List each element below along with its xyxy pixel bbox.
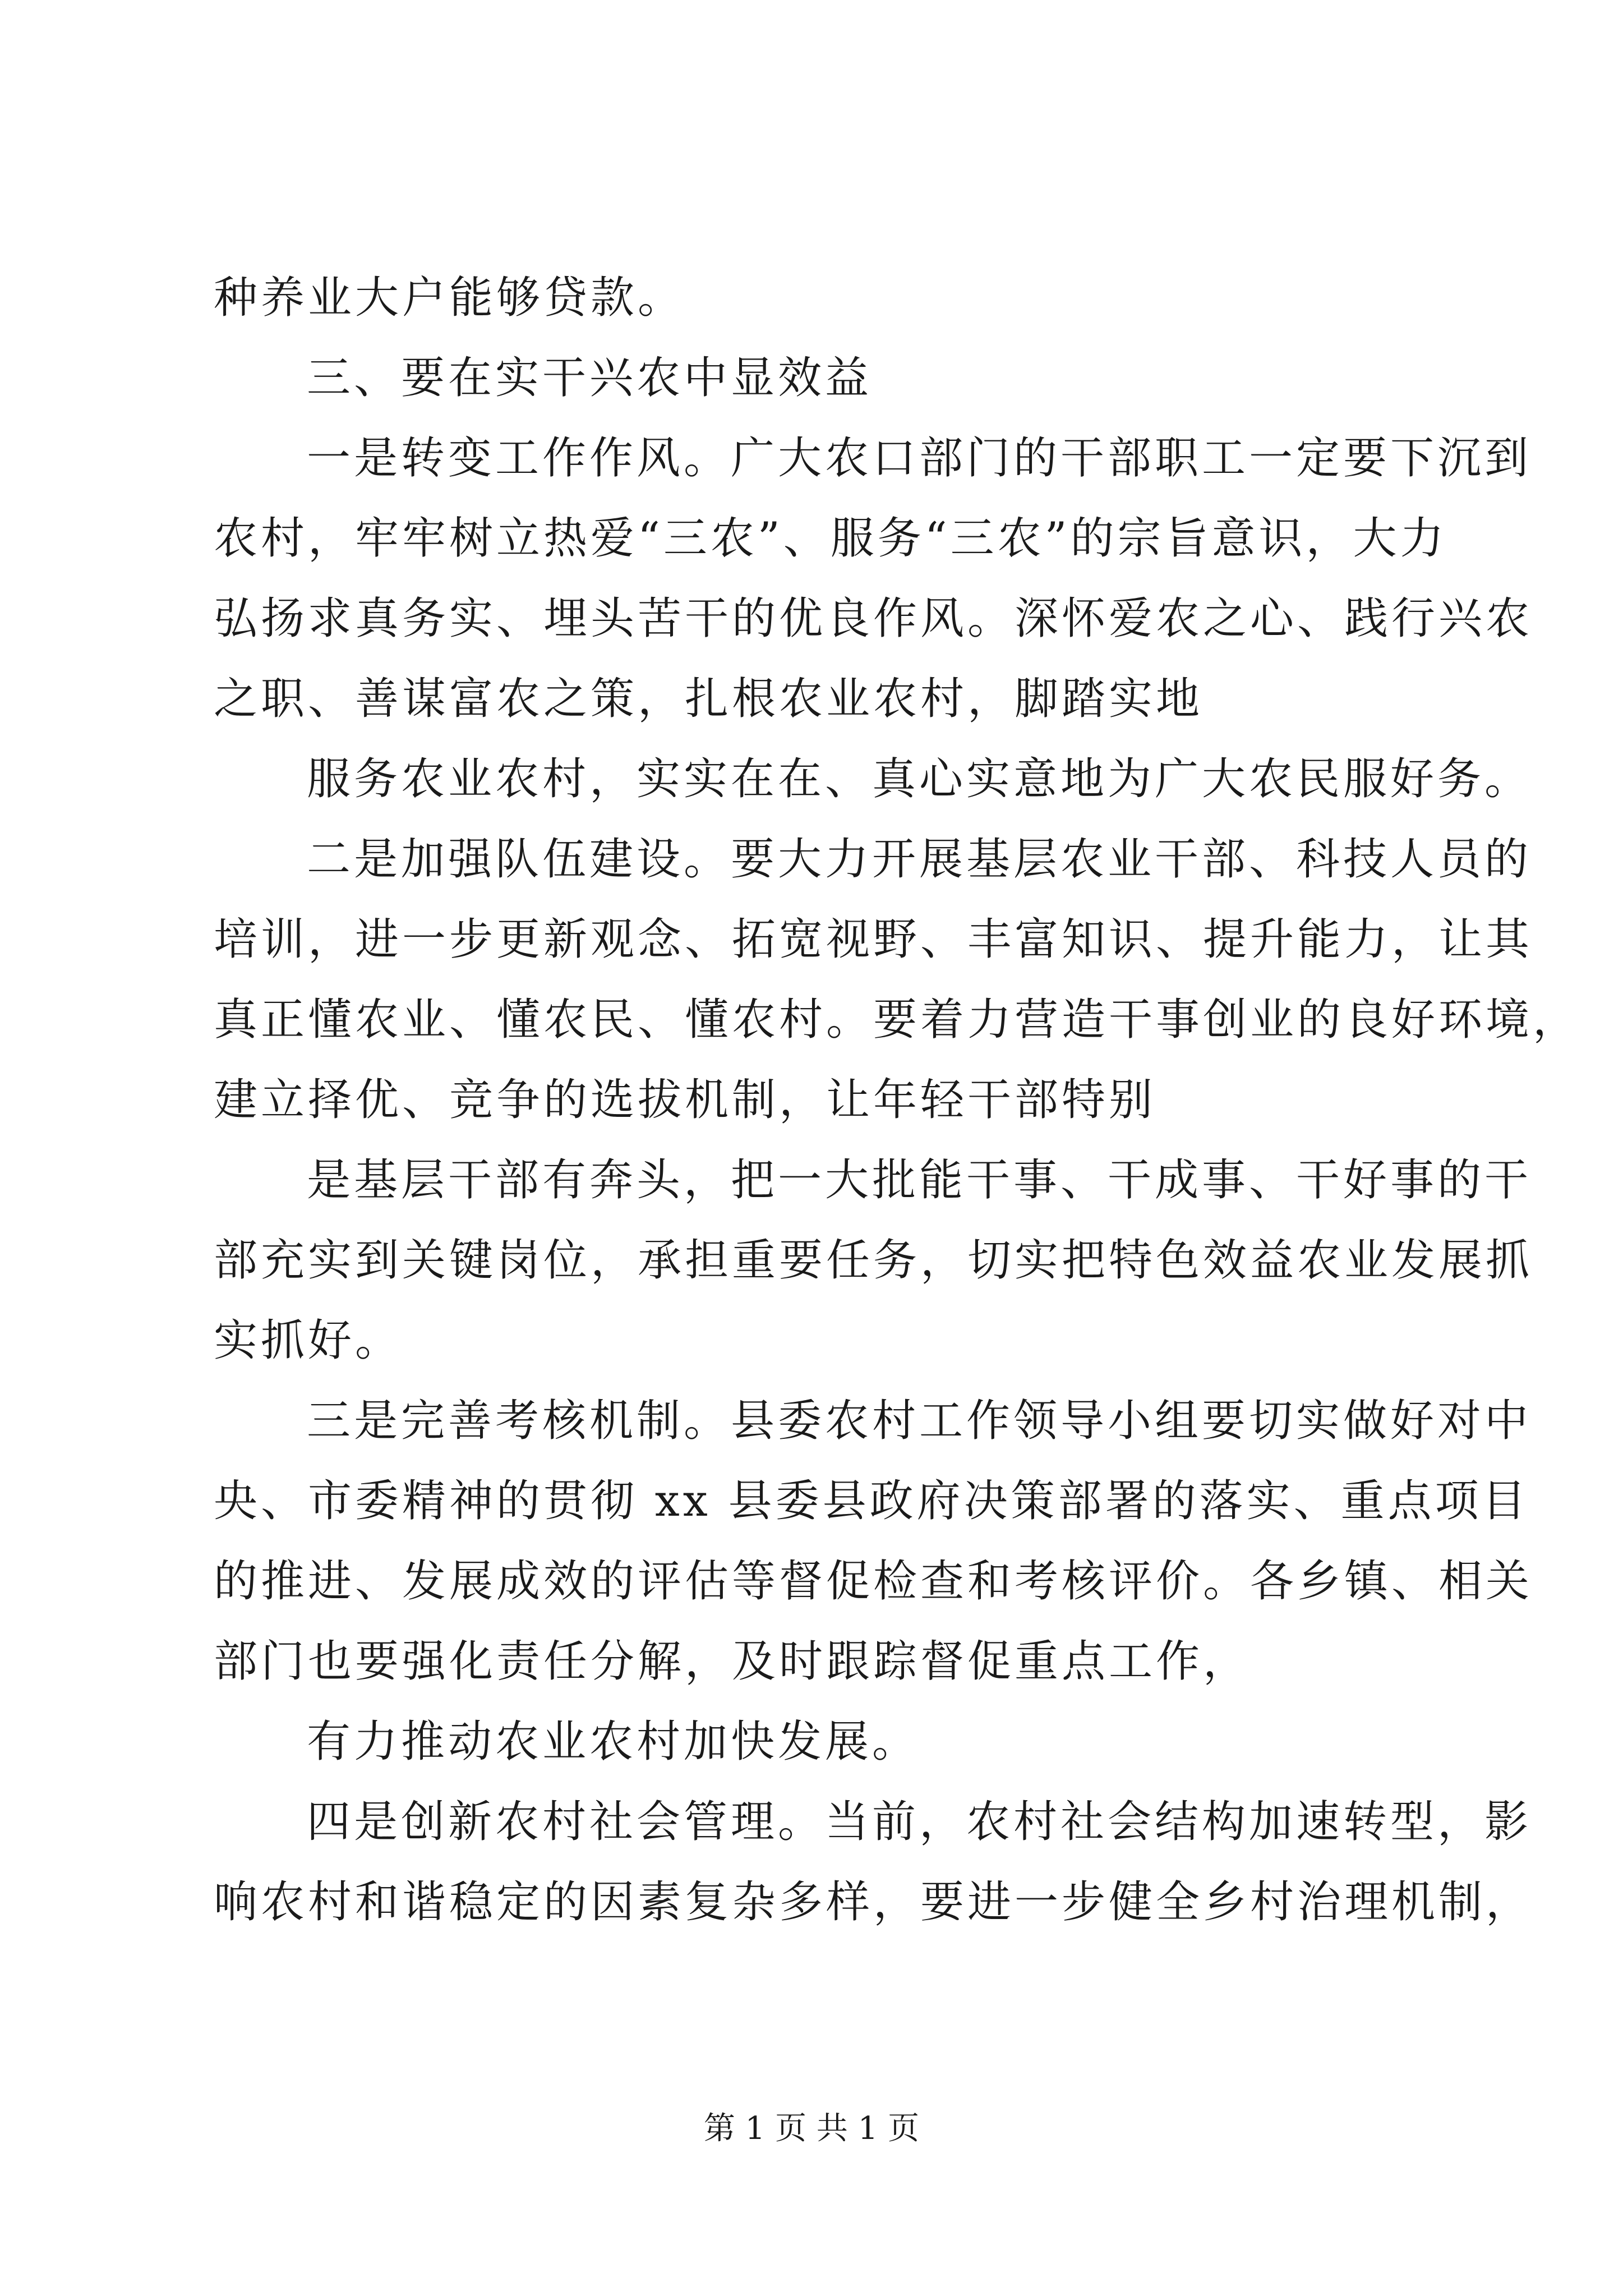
- text-line: 农村，牢牢树立热爱“三农”、服务“三农”的宗旨意识，大力: [214, 513, 1447, 564]
- text-line: 的推进、发展成效的评估等督促检查和考核评价。各乡镇、相关: [214, 1556, 1533, 1607]
- text-line: 一是转变工作作风。广大农口部门的干部职工一定要下沉到: [307, 433, 1532, 484]
- text-line: 建立择优、竞争的选拔机制，让年轻干部特别: [214, 1075, 1156, 1125]
- text-line: 种养业大户能够贷款。: [214, 273, 685, 323]
- text-line: 二是加强队伍建设。要大力开展基层农业干部、科技人员的: [307, 834, 1532, 885]
- text-line: 培训，进一步更新观念、拓宽视野、丰富知识、提升能力，让其: [214, 914, 1533, 965]
- text-line: 三是完善考核机制。县委农村工作领导小组要切实做好对中: [307, 1396, 1532, 1446]
- text-line: 弘扬求真务实、埋头苦干的优良作风。深怀爱农之心、践行兴农: [214, 593, 1533, 644]
- text-line: 四是创新农村社会管理。当前，农村社会结构加速转型，影: [307, 1797, 1532, 1847]
- text-line: 央、市委精神的贯彻 xx 县委县政府决策部署的落实、重点项目: [214, 1476, 1529, 1526]
- text-line: 服务农业农村，实实在在、真心实意地为广大农民服好务。: [307, 754, 1532, 804]
- text-line: 部门也要强化责任分解，及时跟踪督促重点工作，: [214, 1636, 1251, 1687]
- text-line: 是基层干部有奔头，把一大批能干事、干成事、干好事的干: [307, 1155, 1532, 1205]
- text-line: 实抓好。: [214, 1315, 403, 1366]
- text-line: 真正懂农业、懂农民、懂农村。要着力营造干事创业的良好环境，: [214, 995, 1580, 1045]
- page-footer: [0, 2106, 1623, 2151]
- document-body: [214, 258, 1580, 1943]
- text-line: 之职、善谋富农之策，扎根农业农村，脚踏实地: [214, 674, 1204, 724]
- text-line: 部充实到关键岗位，承担重要任务，切实把特色效益农业发展抓: [214, 1235, 1533, 1286]
- page-number-label: 第 1 页 共 1 页: [703, 2110, 920, 2147]
- text-line: 有力推动农业农村加快发展。: [307, 1717, 920, 1767]
- section-heading: 三、要在实干兴农中显效益: [307, 353, 873, 403]
- text-line: 响农村和谐稳定的因素复杂多样，要进一步健全乡村治理机制，: [214, 1877, 1533, 1927]
